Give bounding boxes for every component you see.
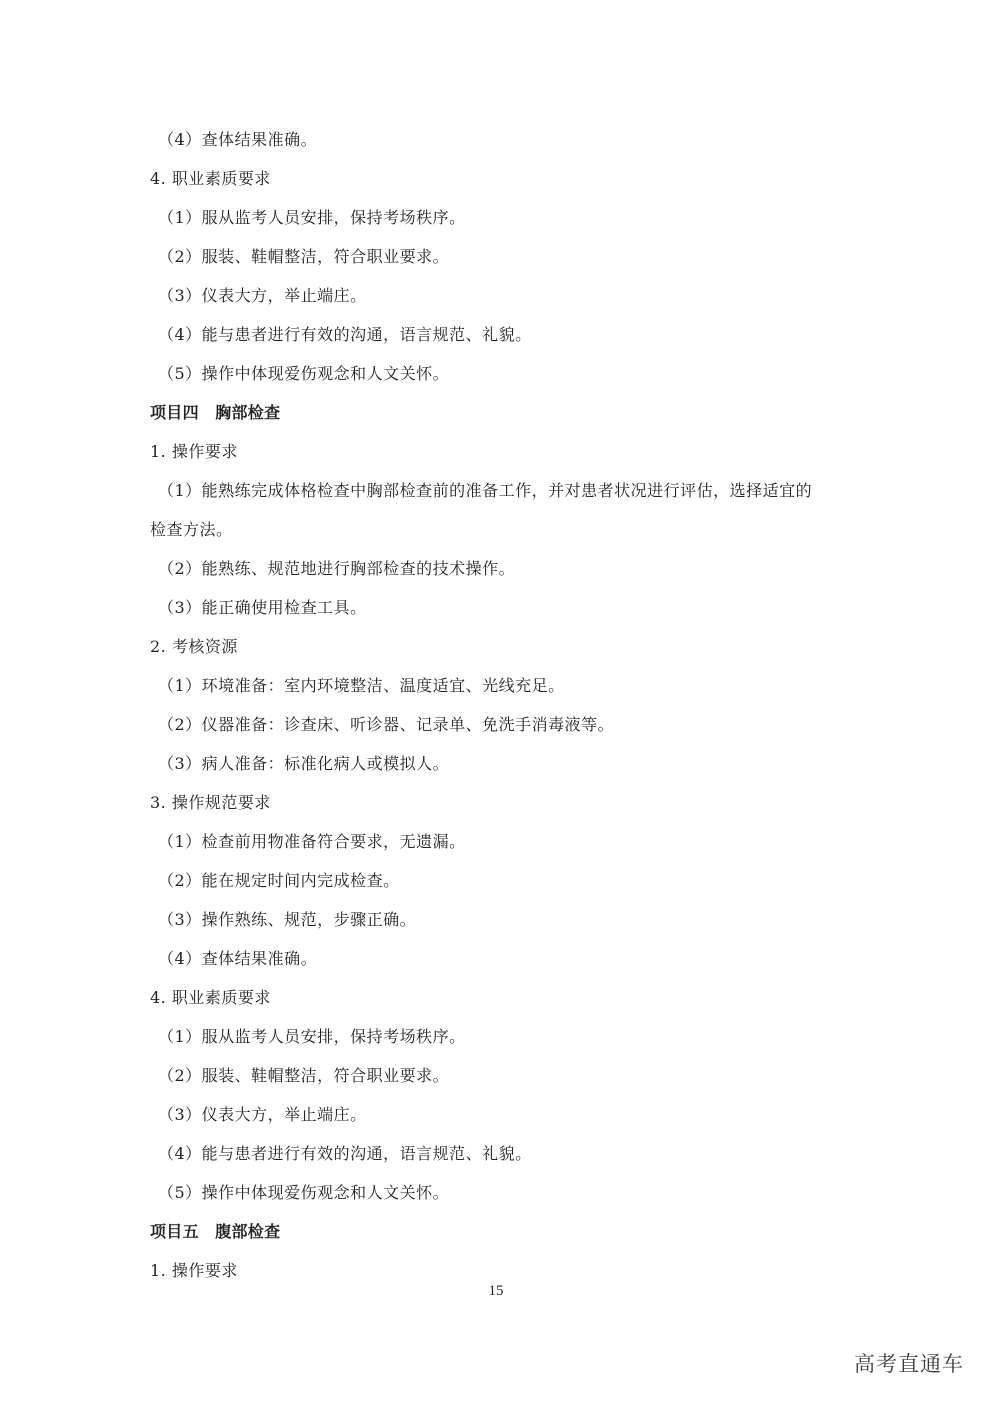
list-item: （1）能熟练完成体格检查中胸部检查前的准备工作，并对患者状况进行评估，选择适宜的 — [158, 481, 813, 500]
section-subheading: 4. 职业素质要求 — [150, 988, 271, 1007]
list-item: （3）仪表大方，举止端庄。 — [158, 1105, 367, 1124]
list-item: （5）操作中体现爱伤观念和人文关怀。 — [158, 1183, 450, 1202]
watermark: 高考直通车 — [854, 1352, 964, 1376]
project-heading: 项目五 腹部检查 — [150, 1222, 281, 1241]
list-item: （3）仪表大方，举止端庄。 — [158, 286, 367, 305]
list-item: （4）查体结果准确。 — [158, 949, 318, 968]
list-item: （2）服装、鞋帽整洁，符合职业要求。 — [158, 247, 450, 266]
list-item: （5）操作中体现爱伤观念和人文关怀。 — [158, 364, 450, 383]
section-subheading: 1. 操作要求 — [150, 1261, 238, 1280]
list-item: （3）病人准备：标准化病人或模拟人。 — [158, 754, 450, 773]
list-item: （4）查体结果准确。 — [158, 130, 318, 149]
list-item: （2）服装、鞋帽整洁，符合职业要求。 — [158, 1066, 450, 1085]
section-subheading: 4. 职业素质要求 — [150, 169, 271, 188]
section-subheading: 3. 操作规范要求 — [150, 793, 271, 812]
section-subheading: 1. 操作要求 — [150, 442, 238, 461]
list-item: （1）服从监考人员安排，保持考场秩序。 — [158, 1027, 466, 1046]
list-item: （2）能熟练、规范地进行胸部检查的技术操作。 — [158, 559, 516, 578]
list-item: （2）仪器准备：诊查床、听诊器、记录单、免洗手消毒液等。 — [158, 715, 615, 734]
list-item: （3）操作熟练、规范，步骤正确。 — [158, 910, 417, 929]
list-item: （3）能正确使用检查工具。 — [158, 598, 367, 617]
list-item: （4）能与患者进行有效的沟通，语言规范、礼貌。 — [158, 1144, 532, 1163]
page-number: 15 — [488, 1283, 504, 1299]
list-item: （1）环境准备：室内环境整洁、温度适宜、光线充足。 — [158, 676, 565, 695]
list-item: （1）检查前用物准备符合要求，无遗漏。 — [158, 832, 466, 851]
list-item-continuation: 检查方法。 — [150, 520, 233, 539]
section-subheading: 2. 考核资源 — [150, 637, 238, 656]
list-item: （4）能与患者进行有效的沟通，语言规范、礼貌。 — [158, 325, 532, 344]
list-item: （2）能在规定时间内完成检查。 — [158, 871, 400, 890]
list-item: （1）服从监考人员安排，保持考场秩序。 — [158, 208, 466, 227]
project-heading: 项目四 胸部检查 — [150, 403, 281, 422]
